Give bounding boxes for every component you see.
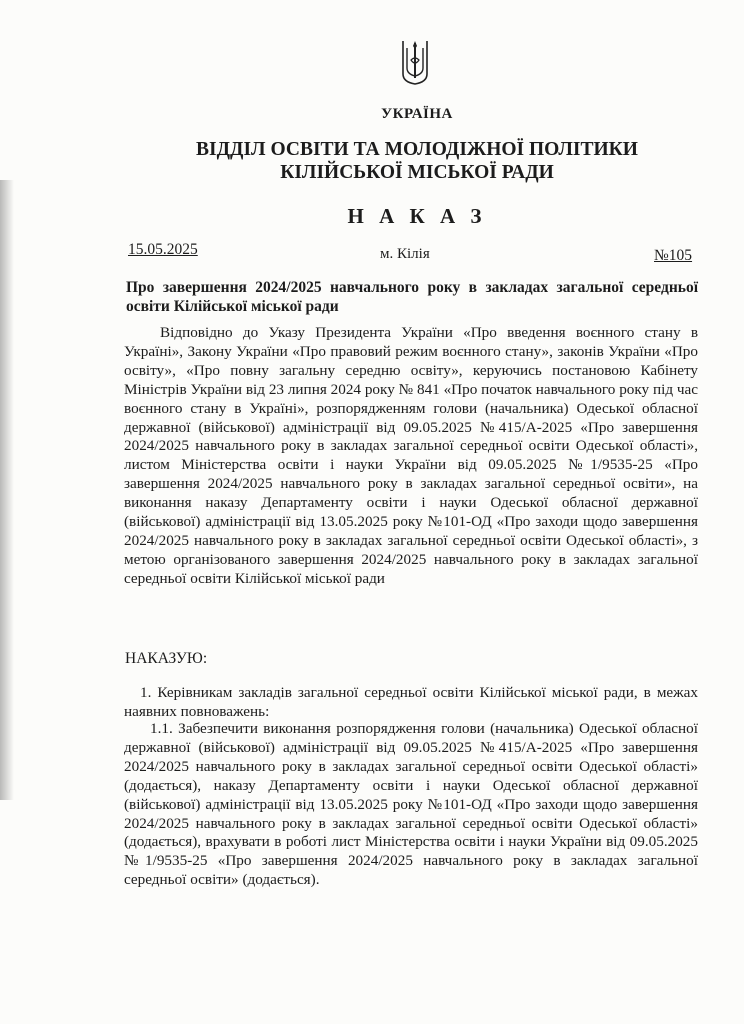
order-item-1: 1. Керівникам закладів загальної середньої освіти Кілійської міської ради, в межах наявних повноважень: (124, 684, 698, 720)
department-line-2: КІЛІЙСЬКОЇ МІСЬКОЇ РАДИ (280, 162, 554, 183)
order-subject: Про завершення 2024/2025 навчального року в закладах загальної середньої освіти Кілійської міської ради (126, 279, 698, 315)
department-title (0, 138, 744, 184)
scan-edge-shadow (0, 180, 14, 800)
order-word: НАКАЗУЮ: (125, 650, 208, 667)
order-date: 15.05.2025 (128, 241, 198, 258)
preamble-paragraph: Відповідно до Указу Президента України «Про введення воєнного стану в Україні», Закону України «Про правовий режим воєнного стану», законів України «Про освіту», «Про повну загальну середню освіту», керуючись постановою Кабінету Міністрів України від 23 липня 2024 року № 841 «Про початок навчального року під час воєнного стану в Україні», розпорядженням голови (начальника) Одеської обласної державної (військової) адміністрації від 09.05.2025 №415/А-2025 «Про завершення 2024/2025 навчального року в закладах загальної середньої освіти Одеської області», листом Міністерства освіти і науки України від 09.05.2025 №1/9535-25 «Про завершення 2024/2025 навчального року в закладах загальної середньої освіти», на виконання наказу Департаменту освіти і науки Одеської обласної державної (військової) адміністрації від 13.05.2025 року №101-ОД «Про заходи щодо завершення 2024/2025 навчального року в закладах загальної середньої освіти Одеської області», з метою організованого завершення 2024/2025 навчального року в закладах загальної середньої освіти Кілійської міської ради (124, 324, 698, 587)
coat-of-arms-icon (400, 38, 430, 86)
document-type-title: Н А К А З (347, 204, 487, 228)
country-title: УКРАЇНА (381, 106, 453, 122)
order-item-1-1: 1.1. Забезпечити виконання розпорядження голови (начальника) Одеської обласної державної (військової) адміністрації від 09.05.2025 №415/А-2025 «Про завершення 2024/2025 навчального року в закладах загальної середньої освіти Одеської області» (додається), наказу Департаменту освіти і науки Одеської обласної державної (військової) адміністрації від 13.05.2025 року №101-ОД «Про заходи щодо завершення 2024/2025 навчального року в закладах загальної середньої освіти Одеської області» (додається), врахувати в роботі лист Міністерства освіти і науки України від 09.05.2025 №1/9535-25 «Про завершення 2024/2025 навчального року в закладах загальної середньої освіти» (додається). (124, 720, 698, 889)
department-line-1: ВІДДІЛ ОСВІТИ ТА МОЛОДІЖНОЇ ПОЛІТИКИ (196, 139, 638, 160)
order-number: №105 (654, 247, 693, 264)
order-city: м. Кілія (380, 246, 430, 262)
